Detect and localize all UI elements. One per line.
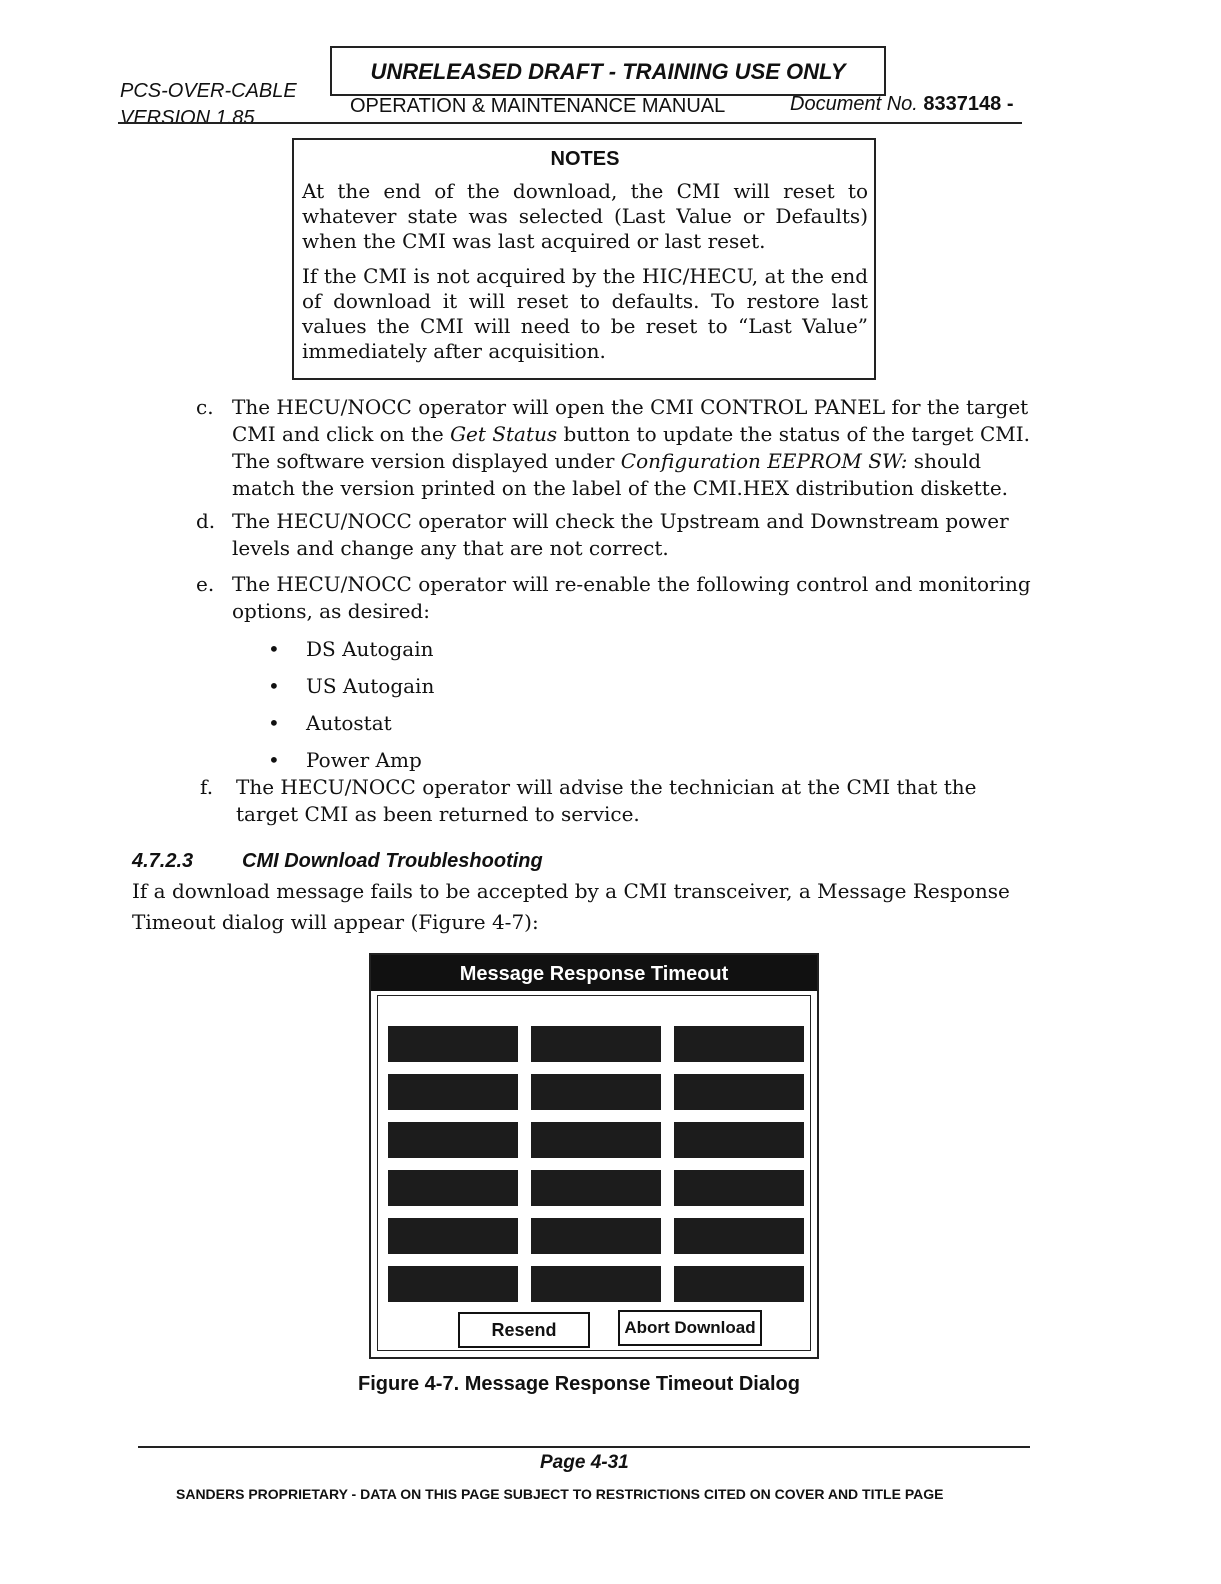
- list-item-text: DS Autogain: [306, 637, 434, 661]
- step-label: e.: [196, 572, 215, 596]
- notes-box: [292, 138, 876, 380]
- abort-download-button[interactable]: Abort Download: [618, 1310, 762, 1346]
- list-item: • US Autogain: [268, 674, 435, 698]
- status-cell: [388, 1122, 518, 1158]
- dialog-title: Message Response Timeout: [371, 955, 817, 991]
- step-c-text-2: button to update the status of the target CMI. The software version displayed under: [232, 422, 1030, 473]
- list-item-text: US Autogain: [306, 674, 435, 698]
- manual-title: OPERATION & MAINTENANCE MANUAL: [350, 95, 726, 117]
- proprietary-notice: SANDERS PROPRIETARY - DATA ON THIS PAGE SUBJECT TO RESTRICTIONS CITED ON COVER AND TITLE PAGE: [176, 1486, 944, 1502]
- resend-button[interactable]: Resend: [458, 1312, 590, 1348]
- status-cell: [388, 1266, 518, 1302]
- step-e: [196, 571, 1036, 625]
- header-rule: [118, 122, 1022, 124]
- document-number: [790, 93, 1013, 116]
- get-status-term: Get Status: [450, 422, 558, 446]
- status-cell: [531, 1266, 661, 1302]
- footer-rule: [138, 1446, 1030, 1448]
- figure-caption: Figure 4-7. Message Response Timeout Dialog: [358, 1373, 800, 1395]
- status-cell: [388, 1218, 518, 1254]
- step-c-text-1: The HECU/NOCC operator will open the CMI CONTROL PANEL for the target CMI and click on the: [232, 395, 1029, 446]
- step-d: [196, 508, 1036, 562]
- document-number-value: 8337148 -: [923, 93, 1014, 115]
- notes-paragraph-1: At the end of the download, the CMI will reset to whatever state was selected (Last Value or Defaults) when the CMI was last acquired or last reset.: [302, 179, 868, 253]
- step-text: The HECU/NOCC operator will re-enable the following control and monitoring options, as desired:: [232, 572, 1031, 623]
- status-cell: [674, 1266, 804, 1302]
- status-cell: [531, 1218, 661, 1254]
- dialog-body: [377, 995, 811, 1351]
- product-name: PCS-OVER-CABLE: [120, 80, 297, 102]
- status-cell: [674, 1122, 804, 1158]
- list-item: • Power Amp: [268, 748, 422, 772]
- section-title: CMI Download Troubleshooting: [242, 850, 543, 872]
- list-item-text: Autostat: [306, 711, 392, 735]
- message-response-timeout-dialog: [369, 953, 819, 1359]
- draft-banner: UNRELEASED DRAFT - TRAINING USE ONLY: [330, 46, 886, 96]
- step-text: The HECU/NOCC operator will advise the technician at the CMI that the target CMI as been returned to service.: [236, 775, 977, 826]
- step-text: The HECU/NOCC operator will check the Upstream and Downstream power levels and change any that are not correct.: [232, 509, 1009, 560]
- document-number-label: Document No.: [790, 93, 918, 115]
- section-paragraph: If a download message fails to be accepted by a CMI transceiver, a Message Response Timeout dialog will appear (Figure 4-7):: [132, 879, 1010, 934]
- step-label: d.: [196, 509, 216, 533]
- step-label: f.: [200, 775, 214, 799]
- page-number: Page 4-31: [540, 1452, 629, 1473]
- status-cell: [531, 1170, 661, 1206]
- step-f: [200, 774, 1040, 828]
- status-cell: [388, 1074, 518, 1110]
- section-number: 4.7.2.3: [132, 850, 194, 872]
- list-item-text: Power Amp: [306, 748, 422, 772]
- section-heading: [132, 850, 543, 873]
- status-cell: [531, 1026, 661, 1062]
- step-c: [196, 394, 1036, 502]
- configuration-term: Configuration EEPROM SW:: [620, 449, 908, 473]
- status-cell: [388, 1026, 518, 1062]
- status-cell: [674, 1170, 804, 1206]
- step-c-text-3: should match the version printed on the label of the CMI.HEX distribution diskette.: [232, 449, 1009, 500]
- status-cell: [674, 1026, 804, 1062]
- status-cell: [674, 1074, 804, 1110]
- status-cell: [674, 1218, 804, 1254]
- step-label: c.: [196, 395, 214, 419]
- status-cell: [388, 1170, 518, 1206]
- product-version: VERSION 1.85: [120, 107, 255, 129]
- step-text: [232, 394, 1036, 502]
- notes-paragraph-2: If the CMI is not acquired by the HIC/HECU, at the end of download it will reset to defaults. To restore last values the CMI will need to be reset to “Last Value” immediately after acquisition.: [302, 264, 868, 363]
- notes-title: NOTES: [550, 148, 620, 170]
- list-item: • Autostat: [268, 711, 392, 735]
- status-cell: [531, 1074, 661, 1110]
- status-cell: [531, 1122, 661, 1158]
- list-item: • DS Autogain: [268, 637, 434, 661]
